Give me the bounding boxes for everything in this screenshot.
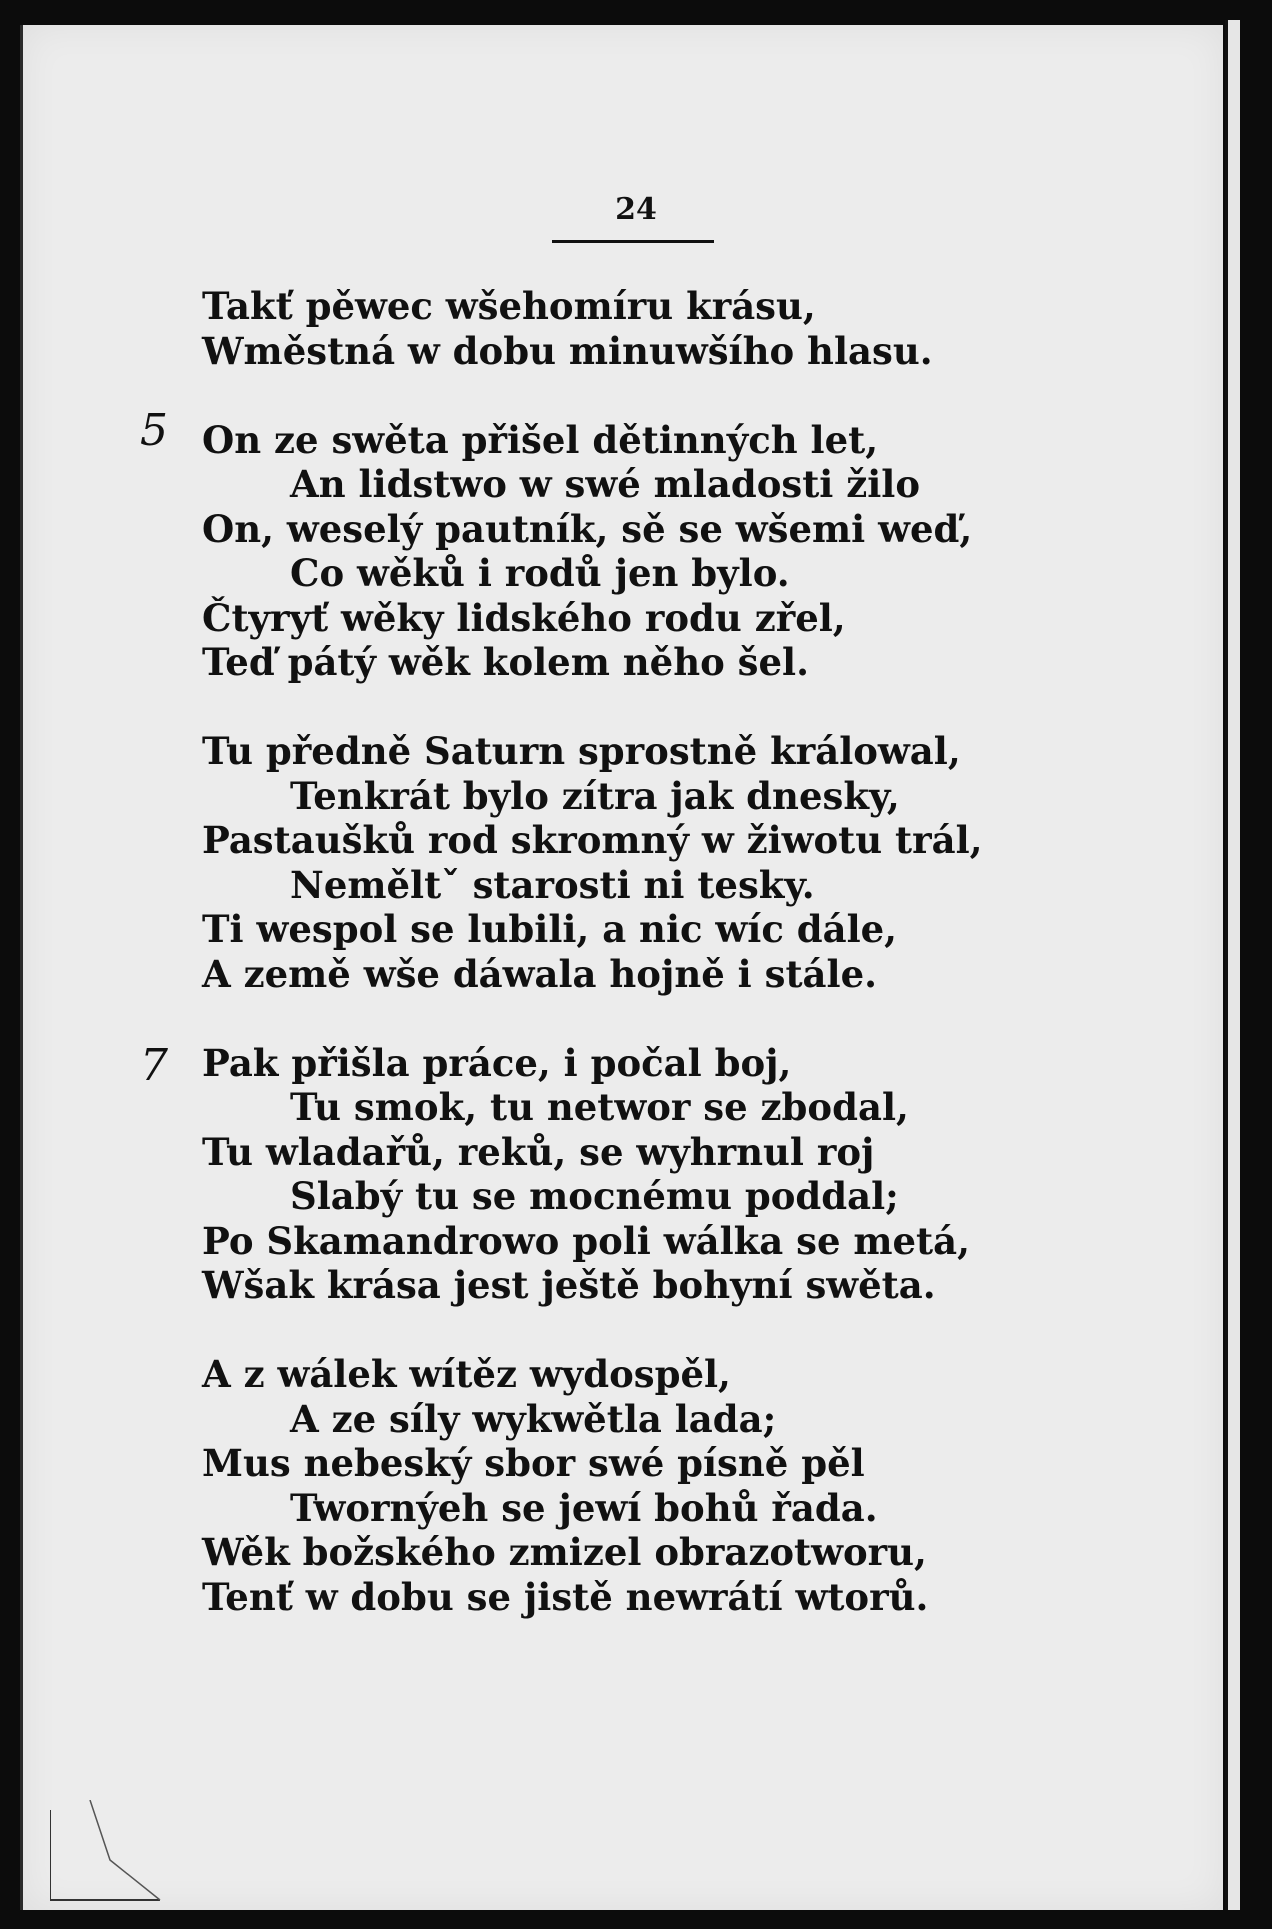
poem-line: Slabý tu se mocnému poddal; xyxy=(290,1174,899,1218)
poem-line: Po Skamandrowo poli wálka se metá, xyxy=(202,1218,971,1263)
poem-line: Wěk božského zmizel obrazotworu, xyxy=(202,1530,927,1574)
poem-line: Takť pěwec wšehomíru krásu, xyxy=(202,284,816,328)
stanza xyxy=(202,729,1022,996)
stanza xyxy=(202,418,1022,685)
poem-line: Tenkrát bylo zítra jak dnesky, xyxy=(290,773,900,818)
poem-line: Ti wespol se lubili, a nic wíc dále, xyxy=(202,907,898,951)
poem-line: A ze síly wykwětla lada; xyxy=(290,1396,777,1441)
poem-line: A země wše dáwala hojně i stále. xyxy=(202,951,877,996)
page-number: 24 xyxy=(615,192,657,227)
stanza xyxy=(202,1041,1022,1308)
poem-text xyxy=(202,284,1022,1664)
poem-line: Tenť w dobu se jistě newrátí wtorů. xyxy=(202,1574,929,1619)
poem-line: Neměltˇ starosti ni tesky. xyxy=(290,862,815,907)
poem-line: Twornýeh se jewí bohů řada. xyxy=(290,1485,878,1530)
poem-line: Wměstná w dobu minuwšího hlasu. xyxy=(202,328,933,373)
margin-note-5: 5 xyxy=(140,405,168,456)
poem-line: A z wálek wítěz wydospěl, xyxy=(202,1352,731,1396)
poem-line: Tu smok, tu networ se zbodal, xyxy=(290,1085,909,1129)
poem-line: Čtyryť wěky lidského rodu zřel, xyxy=(202,595,846,640)
header-rule xyxy=(552,240,714,243)
stanza xyxy=(202,1352,1022,1619)
page-corner-fold xyxy=(50,1800,170,1910)
poem-line: Co wěků i rodů jen bylo. xyxy=(290,551,790,595)
poem-line: Pastaušků rod skromný w žiwotu trál, xyxy=(202,818,983,862)
poem-line: Tu předně Saturn sprostně králowal, xyxy=(202,729,961,773)
poem-line: Wšak krása jest ještě bohyní swěta. xyxy=(202,1263,936,1307)
poem-line: Tu wladařů, reků, se wyhrnul roj xyxy=(202,1129,875,1174)
margin-note-7: 7 xyxy=(140,1040,168,1091)
poem-line: An lidstwo w swé mladosti žilo xyxy=(290,462,921,506)
poem-line: On ze swěta přišel dětinných let, xyxy=(202,417,879,462)
poem-line: Mus nebeský sbor swé písně pěl xyxy=(202,1441,865,1485)
poem-line: On, weselý pautník, sě se wšemi weď, xyxy=(202,506,973,551)
poem-line: Pak přišla práce, i počal boj, xyxy=(202,1040,792,1085)
poem-line: Teď pátý wěk kolem něho šel. xyxy=(202,640,809,684)
stanza xyxy=(202,284,1022,373)
next-page-edge xyxy=(1225,20,1240,1910)
